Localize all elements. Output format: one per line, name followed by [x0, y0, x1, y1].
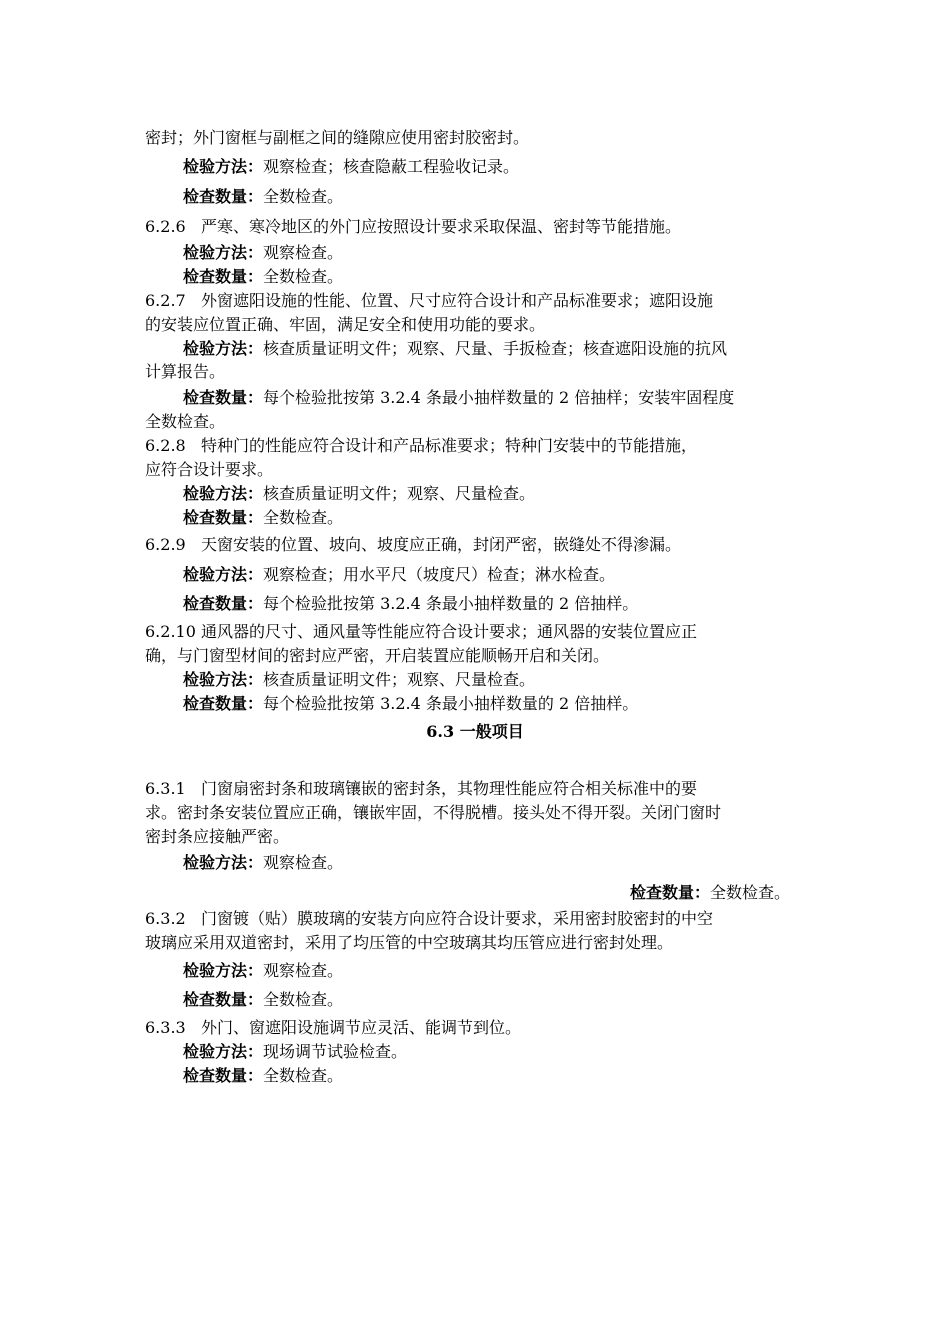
clause-6-2-7: 6.2.7 外窗遮阳设施的性能、位置、尺寸应符合设计和产品标准要求；遮阳设施 — [145, 291, 713, 310]
text-line: 的安装应位置正确、牢固，满足安全和使用功能的要求。 — [145, 315, 546, 334]
clause-6-3-3: 6.3.3 外门、窗遮阳设施调节应灵活、能调节到位。 — [145, 1018, 521, 1037]
method-line: 检验方法：核查质量证明文件；观察、尺量检查。 — [183, 484, 536, 503]
method-line: 检验方法：观察检查。 — [183, 853, 344, 872]
quantity-line: 检查数量：全数检查。 — [183, 187, 344, 206]
method-line: 检验方法：观察检查。 — [183, 243, 344, 262]
method-line: 检验方法：现场调节试验检查。 — [183, 1042, 408, 1061]
clause-number: 6.2.8 — [145, 436, 186, 455]
section-heading: 6.3 一般项目 — [426, 722, 524, 741]
clause-6-2-9: 6.2.9 天窗安装的位置、坡向、坡度应正确，封闭严密，嵌缝处不得渗漏。 — [145, 535, 681, 554]
text-line: 计算报告。 — [145, 362, 226, 381]
quantity-line: 检查数量：全数检查。 — [629, 883, 790, 902]
text-line: 求。密封条安装位置应正确，镶嵌牢固，不得脱槽。接头处不得开裂。关闭门窗时 — [145, 803, 722, 822]
quantity-line: 检查数量：全数检查。 — [183, 990, 344, 1009]
clause-number: 6.2.10 — [145, 622, 196, 641]
quantity-line: 检查数量：全数检查。 — [183, 508, 344, 527]
quantity-line: 检查数量：全数检查。 — [183, 267, 344, 286]
method-line: 检验方法：观察检查；核查隐蔽工程验收记录。 — [183, 157, 520, 176]
text-line: 应符合设计要求。 — [145, 460, 274, 479]
clause-number: 6.2.6 — [145, 217, 186, 236]
method-line: 检验方法：观察检查；用水平尺（坡度尺）检查；淋水检查。 — [183, 565, 616, 584]
quantity-line: 检查数量：每个检验批按第 3.2.4 条最小抽样数量的 2 倍抽样。 — [183, 694, 639, 713]
text-line: 密封；外门窗框与副框之间的缝隙应使用密封胶密封。 — [145, 128, 530, 147]
clause-6-3-1: 6.3.1 门窗扇密封条和玻璃镶嵌的密封条，其物理性能应符合相关标准中的要 — [145, 779, 697, 798]
clause-number: 6.2.7 — [145, 291, 186, 310]
clause-6-3-2: 6.3.2 门窗镀（贴）膜玻璃的安装方向应符合设计要求，采用密封胶密封的中空 — [145, 909, 713, 928]
clause-number: 6.3.1 — [145, 779, 186, 798]
text-line: 密封条应接触严密。 — [145, 827, 290, 846]
text-line: 确，与门窗型材间的密封应严密，开启装置应能顺畅开启和关闭。 — [145, 646, 610, 665]
clause-6-2-10: 6.2.10 通风器的尺寸、通风量等性能应符合设计要求；通风器的安装位置应正 — [145, 622, 697, 641]
method-line: 检验方法：核查质量证明文件；观察、尺量检查。 — [183, 670, 536, 689]
quantity-line: 检查数量：每个检验批按第 3.2.4 条最小抽样数量的 2 倍抽样。 — [183, 594, 639, 613]
method-line: 检验方法：观察检查。 — [183, 961, 344, 980]
clause-6-2-6: 6.2.6 严寒、寒冷地区的外门应按照设计要求采取保温、密封等节能措施。 — [145, 217, 681, 236]
text-line: 玻璃应采用双道密封，采用了均压管的中空玻璃其均压管应进行密封处理。 — [145, 933, 674, 952]
text-line: 全数检查。 — [145, 412, 226, 431]
method-line: 检验方法：核查质量证明文件；观察、尺量、手扳检查；核查遮阳设施的抗风 — [183, 339, 728, 358]
clause-number: 6.3.3 — [145, 1018, 186, 1037]
clause-number: 6.3.2 — [145, 909, 186, 928]
clause-6-2-8: 6.2.8 特种门的性能应符合设计和产品标准要求；特种门安装中的节能措施， — [145, 436, 697, 455]
quantity-line: 检查数量：全数检查。 — [183, 1066, 344, 1085]
clause-number: 6.2.9 — [145, 535, 186, 554]
quantity-line: 检查数量：每个检验批按第 3.2.4 条最小抽样数量的 2 倍抽样；安装牢固程度 — [183, 388, 735, 407]
